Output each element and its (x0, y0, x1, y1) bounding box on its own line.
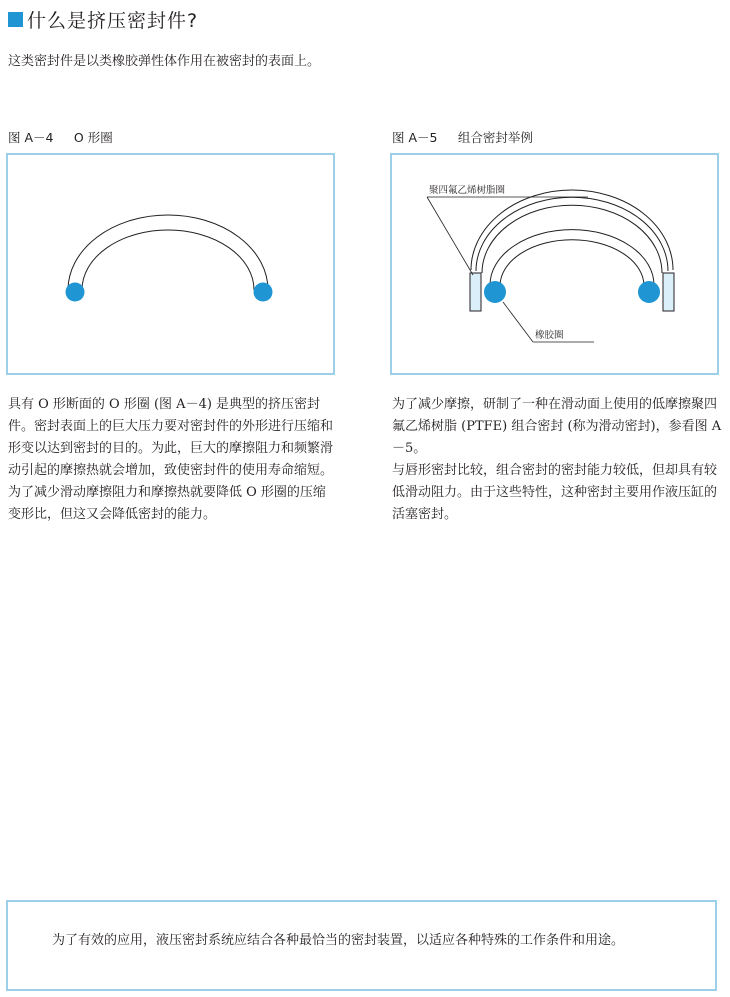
rubber-ring-label: 橡胶圈 (535, 330, 564, 341)
o-ring-inner-arc (82, 230, 254, 290)
title-marker (8, 12, 23, 27)
footer-note-box (6, 900, 717, 991)
rubber-section-right (638, 281, 660, 303)
figure-a5-frame (390, 153, 719, 375)
footer-note-text: 为了有效的应用，液压密封系统应结合各种最恰当的密封装置，以适应各种特殊的工作条件和用途。 (52, 933, 625, 948)
right-paragraph-2: 与唇形密封比较，组合密封的密封能力较低，但却具有较低滑动阻力。由于这些特性，这种密封主要用作液压缸的活塞密封。 (392, 463, 718, 522)
rubber-section-left (484, 281, 506, 303)
intro-paragraph: 这类密封件是以类橡胶弹性体作用在被密封的表面上。 (8, 54, 321, 69)
rubber-ring-inner-arc (500, 240, 644, 286)
ptfe-ring-label: 聚四氟乙烯树脂圈 (429, 185, 506, 196)
figure-a5-caption: 图 A－5 组合密封举例 (392, 130, 533, 145)
ptfe-leader-line (427, 197, 473, 275)
title-row (8, 6, 198, 32)
figure-a4-caption: 图 A－4 O 形圈 (8, 130, 113, 145)
rubber-leader-line (503, 302, 533, 342)
figure-a4-frame (6, 153, 335, 375)
combination-seal-diagram (392, 155, 717, 373)
page-title: 什么是挤压密封件? (27, 9, 199, 32)
o-ring-diagram (8, 155, 333, 373)
rubber-ring-outer-arc (490, 230, 654, 285)
ptfe-ring-middle-arc (476, 197, 668, 271)
left-column-text: 具有 O 形断面的 O 形圈 (图 A－4) 是典型的挤压密封件。密封表面上的巨大压力要对密封件的外形进行压缩和形变以达到密封的目的。为此，巨大的摩擦阻力和频繁滑动引起的摩擦热就会增加，致使密封件的使用寿命缩短。为了减少滑动摩擦阻力和摩擦热就要降低 O 形圈的压缩变形比，但这又会降低密封的能力。 (8, 397, 334, 522)
right-column-text (392, 394, 722, 526)
ptfe-section-left (470, 273, 481, 311)
o-ring-outer-arc (68, 215, 268, 290)
right-paragraph-1: 为了减少摩擦，研制了一种在滑动面上使用的低摩擦聚四氟乙烯树脂 (PTFE) 组合密封 (称为滑动密封)，参看图 A－5。 (392, 397, 722, 456)
ptfe-section-right (663, 273, 674, 311)
o-ring-section-left (66, 283, 85, 302)
o-ring-section-right (254, 283, 273, 302)
